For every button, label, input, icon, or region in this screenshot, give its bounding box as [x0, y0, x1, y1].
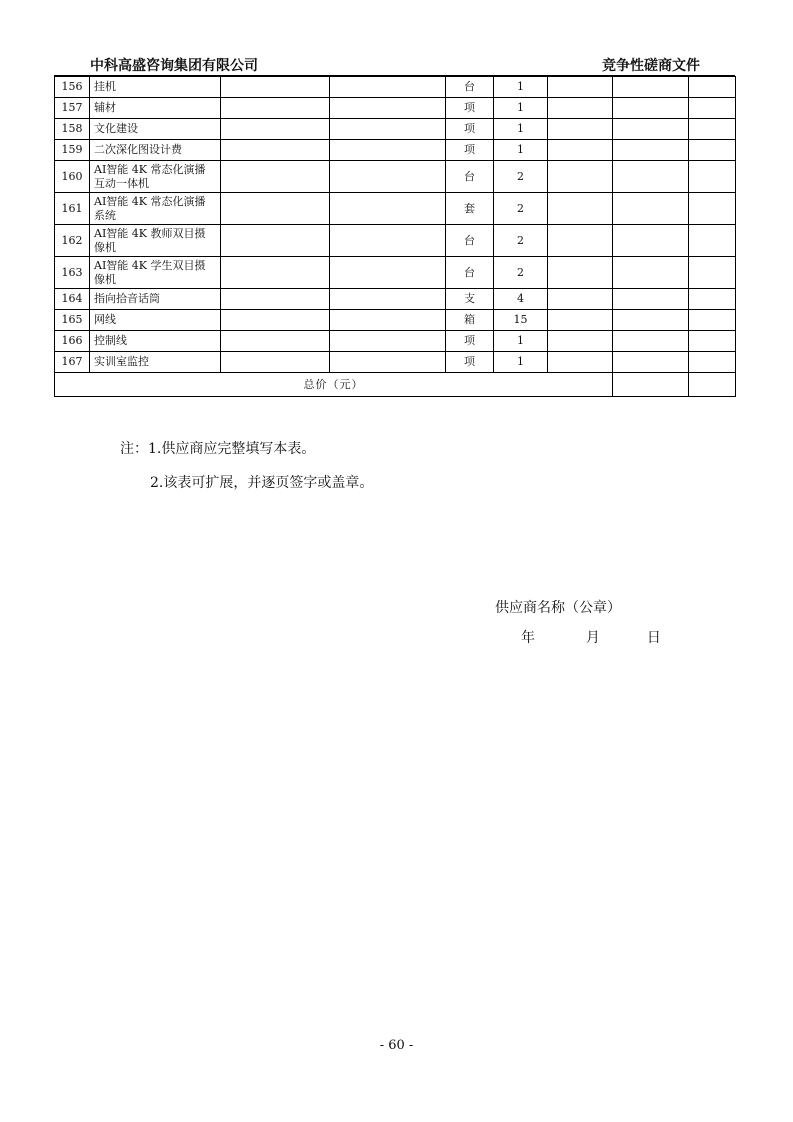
table-row: [55, 119, 736, 140]
year-label: 年: [521, 630, 535, 646]
item-name: 挂机: [90, 77, 221, 98]
item-name-line: AI智能 4K 常态化演播: [94, 162, 206, 176]
blank-cell: [221, 289, 330, 310]
blank-cell: [221, 352, 330, 373]
item-name-line: 像机: [94, 240, 116, 254]
item-unit: 支: [446, 289, 494, 310]
item-quantity: 2: [494, 161, 548, 193]
blank-cell: [330, 352, 446, 373]
blank-cell: [613, 352, 689, 373]
blank-cell: [330, 310, 446, 331]
item-quantity: 1: [494, 352, 548, 373]
blank-cell: [548, 352, 613, 373]
item-name: 控制线: [90, 331, 221, 352]
row-number: 158: [55, 119, 90, 140]
table-row: [55, 161, 736, 193]
item-name-line: AI智能 4K 常态化演播: [94, 194, 206, 208]
blank-cell: [613, 289, 689, 310]
blank-cell: [330, 331, 446, 352]
item-unit: 台: [446, 257, 494, 289]
item-unit: 项: [446, 98, 494, 119]
blank-cell: [613, 140, 689, 161]
blank-cell: [613, 331, 689, 352]
item-unit: 项: [446, 119, 494, 140]
company-name: 中科高盛咨询集团有限公司: [90, 58, 258, 74]
blank-cell: [221, 161, 330, 193]
blank-cell: [689, 77, 736, 98]
blank-cell: [548, 331, 613, 352]
document-type: 竞争性磋商文件: [602, 58, 700, 74]
blank-cell: [613, 193, 689, 225]
blank-cell: [330, 77, 446, 98]
blank-cell: [689, 193, 736, 225]
item-name: [90, 225, 221, 257]
item-quantity: 1: [494, 98, 548, 119]
item-name: 文化建设: [90, 119, 221, 140]
table-row: [55, 331, 736, 352]
item-name-line: 像机: [94, 272, 116, 286]
row-number: 159: [55, 140, 90, 161]
item-name-line: 互动一体机: [94, 176, 149, 190]
table-row: [55, 289, 736, 310]
item-unit: 套: [446, 193, 494, 225]
blank-cell: [689, 161, 736, 193]
day-label: 日: [646, 630, 661, 646]
item-unit: 项: [446, 331, 494, 352]
table-row: [55, 257, 736, 289]
item-name: [90, 193, 221, 225]
table-row: [55, 98, 736, 119]
blank-cell: [613, 77, 689, 98]
blank-cell: [689, 310, 736, 331]
item-unit: 台: [446, 77, 494, 98]
total-price-label: 总价（元）: [55, 373, 613, 397]
row-number: 161: [55, 193, 90, 225]
total-row: [55, 373, 736, 397]
item-quantity: 15: [494, 310, 548, 331]
item-unit: 项: [446, 140, 494, 161]
blank-cell: [689, 140, 736, 161]
blank-cell: [221, 225, 330, 257]
blank-cell: [330, 225, 446, 257]
blank-cell: [689, 225, 736, 257]
month-label: 月: [585, 630, 600, 646]
item-name-line: 系统: [94, 208, 116, 222]
blank-cell: [613, 98, 689, 119]
item-name: 实训室监控: [90, 352, 221, 373]
table-row: [55, 77, 736, 98]
row-number: 166: [55, 331, 90, 352]
blank-cell: [221, 77, 330, 98]
blank-cell: [330, 119, 446, 140]
total-price-value: [613, 373, 689, 397]
page-header: [90, 55, 700, 77]
blank-cell: [689, 373, 736, 397]
table-row: [55, 225, 736, 257]
blank-cell: [689, 119, 736, 140]
item-name-line: AI智能 4K 教师双目摄: [94, 226, 206, 240]
blank-cell: [548, 140, 613, 161]
notes: [120, 432, 373, 500]
item-quantity: 4: [494, 289, 548, 310]
blank-cell: [548, 119, 613, 140]
item-quantity: 2: [494, 257, 548, 289]
item-name: 二次深化图设计费: [90, 140, 221, 161]
item-name: 指向拾音话筒: [90, 289, 221, 310]
blank-cell: [221, 257, 330, 289]
item-quantity: 1: [494, 331, 548, 352]
blank-cell: [548, 310, 613, 331]
blank-cell: [221, 98, 330, 119]
row-number: 157: [55, 98, 90, 119]
quotation-table: [54, 76, 736, 397]
page-number: - 60 -: [379, 1038, 414, 1053]
blank-cell: [548, 193, 613, 225]
blank-cell: [548, 225, 613, 257]
table-row: [55, 310, 736, 331]
blank-cell: [613, 225, 689, 257]
item-quantity: 1: [494, 140, 548, 161]
row-number: 167: [55, 352, 90, 373]
blank-cell: [689, 331, 736, 352]
blank-cell: [689, 257, 736, 289]
blank-cell: [548, 257, 613, 289]
row-number: 160: [55, 161, 90, 193]
row-number: 165: [55, 310, 90, 331]
date-line: [495, 623, 661, 653]
note-line-2: 2.该表可扩展，并逐页签字或盖章。: [150, 475, 374, 491]
blank-cell: [330, 161, 446, 193]
note-line-1: 注：1.供应商应完整填写本表。: [120, 441, 316, 457]
blank-cell: [548, 161, 613, 193]
signature-block: [495, 593, 661, 653]
row-number: 156: [55, 77, 90, 98]
item-unit: 箱: [446, 310, 494, 331]
blank-cell: [330, 140, 446, 161]
table-row: [55, 352, 736, 373]
blank-cell: [221, 119, 330, 140]
item-quantity: 2: [494, 225, 548, 257]
blank-cell: [221, 140, 330, 161]
blank-cell: [613, 119, 689, 140]
item-name: 网线: [90, 310, 221, 331]
blank-cell: [548, 98, 613, 119]
table-row: [55, 140, 736, 161]
blank-cell: [330, 289, 446, 310]
table-row: [55, 193, 736, 225]
row-number: 162: [55, 225, 90, 257]
item-unit: 项: [446, 352, 494, 373]
supplier-name-label: 供应商名称（公章）: [495, 600, 621, 616]
blank-cell: [221, 331, 330, 352]
item-quantity: 2: [494, 193, 548, 225]
blank-cell: [548, 289, 613, 310]
blank-cell: [548, 77, 613, 98]
blank-cell: [330, 193, 446, 225]
row-number: 164: [55, 289, 90, 310]
blank-cell: [221, 310, 330, 331]
blank-cell: [613, 161, 689, 193]
row-number: 163: [55, 257, 90, 289]
item-quantity: 1: [494, 77, 548, 98]
blank-cell: [689, 98, 736, 119]
blank-cell: [613, 310, 689, 331]
item-name: [90, 257, 221, 289]
blank-cell: [689, 352, 736, 373]
item-unit: 台: [446, 161, 494, 193]
item-name-line: AI智能 4K 学生双目摄: [94, 258, 206, 272]
item-name: [90, 161, 221, 193]
item-unit: 台: [446, 225, 494, 257]
blank-cell: [613, 257, 689, 289]
blank-cell: [689, 289, 736, 310]
blank-cell: [221, 193, 330, 225]
blank-cell: [330, 257, 446, 289]
blank-cell: [330, 98, 446, 119]
item-quantity: 1: [494, 119, 548, 140]
item-name: 辅材: [90, 98, 221, 119]
